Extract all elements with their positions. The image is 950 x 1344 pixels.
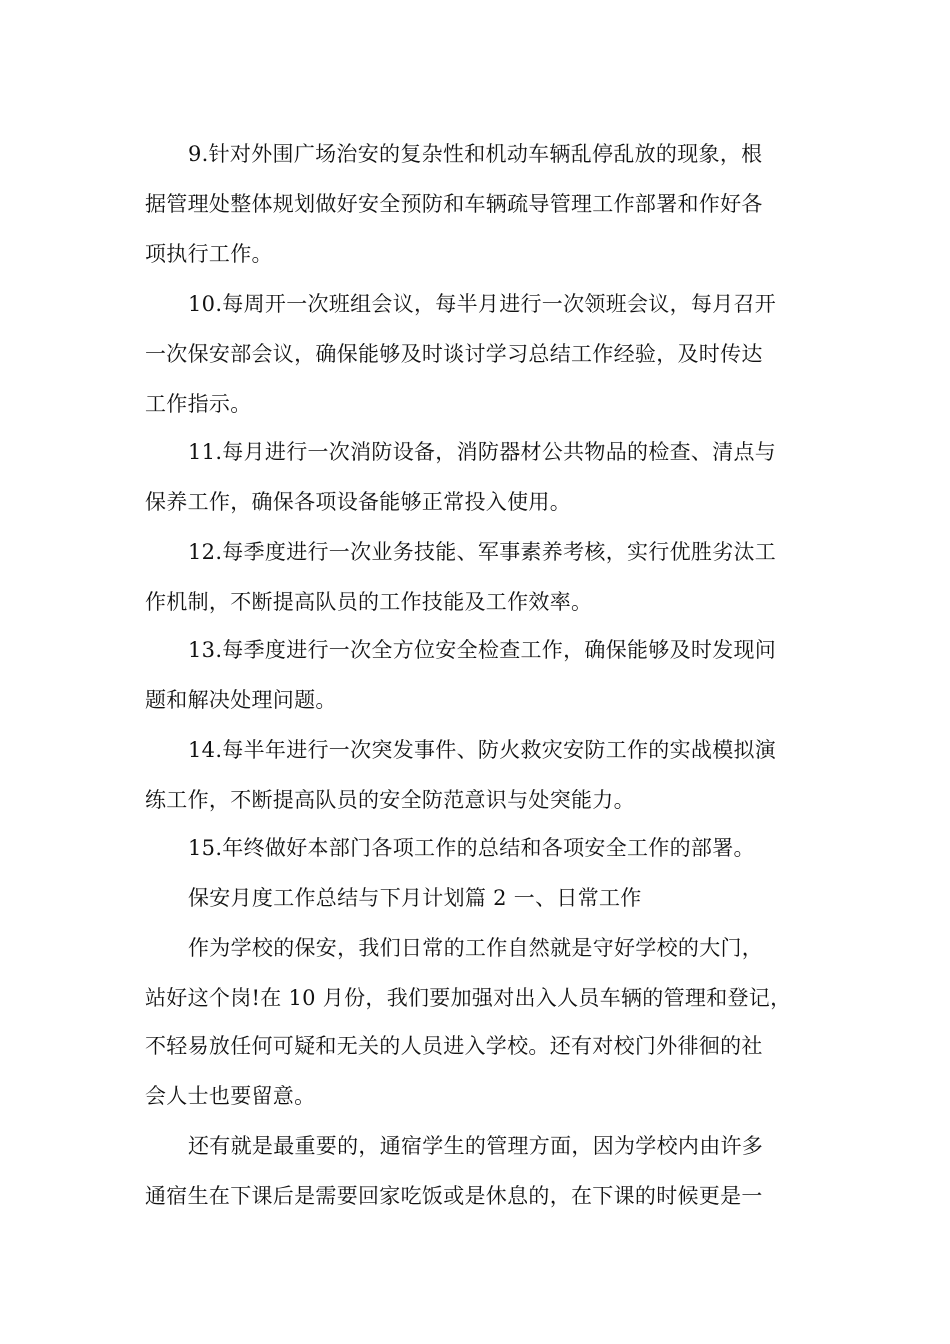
text-line: 通宿生在下课后是需要回家吃饭或是休息的，在下课的时候更是一 [145, 1184, 763, 1208]
text-line: 会人士也要留意。 [145, 1084, 316, 1108]
text-line: 15.年终做好本部门各项工作的总结和各项安全工作的部署。 [188, 836, 755, 860]
text-line: 不轻易放任何可疑和无关的人员进入学校。还有对校门外徘徊的社 [145, 1034, 763, 1058]
text-line: 12.每季度进行一次业务技能、军事素养考核，实行优胜劣汰工 [188, 540, 777, 564]
text-line: 项执行工作。 [145, 242, 273, 266]
text-line: 一次保安部会议，确保能够及时谈讨学习总结工作经验，及时传达 [145, 342, 763, 366]
text-line: 据管理处整体规划做好安全预防和车辆疏导管理工作部署和作好各 [145, 192, 763, 216]
text-line: 作为学校的保安，我们日常的工作自然就是守好学校的大门， [188, 936, 764, 960]
text-line: 练工作，不断提高队员的安全防范意识与处突能力。 [145, 788, 635, 812]
text-line: 14.每半年进行一次突发事件、防火救灾安防工作的实战模拟演 [188, 738, 777, 762]
text-line: 站好这个岗!在 10 月份，我们要加强对出入人员车辆的管理和登记， [145, 986, 792, 1010]
text-line: 还有就是最重要的，通宿学生的管理方面，因为学校内由许多 [188, 1134, 764, 1158]
text-line: 作机制，不断提高队员的工作技能及工作效率。 [145, 590, 593, 614]
text-line: 13.每季度进行一次全方位安全检查工作，确保能够及时发现问 [188, 638, 777, 662]
text-line: 9.针对外围广场治安的复杂性和机动车辆乱停乱放的现象，根 [188, 142, 763, 166]
text-line: 11.每月进行一次消防设备，消防器材公共物品的检查、清点与 [188, 440, 777, 464]
text-line: 保养工作，确保各项设备能够正常投入使用。 [145, 490, 571, 514]
text-line: 10.每周开一次班组会议，每半月进行一次领班会议，每月召开 [188, 292, 777, 316]
text-line: 工作指示。 [145, 392, 252, 416]
text-line: 题和解决处理问题。 [145, 688, 337, 712]
section-heading: 保安月度工作总结与下月计划篇 2 一、日常工作 [188, 886, 642, 910]
